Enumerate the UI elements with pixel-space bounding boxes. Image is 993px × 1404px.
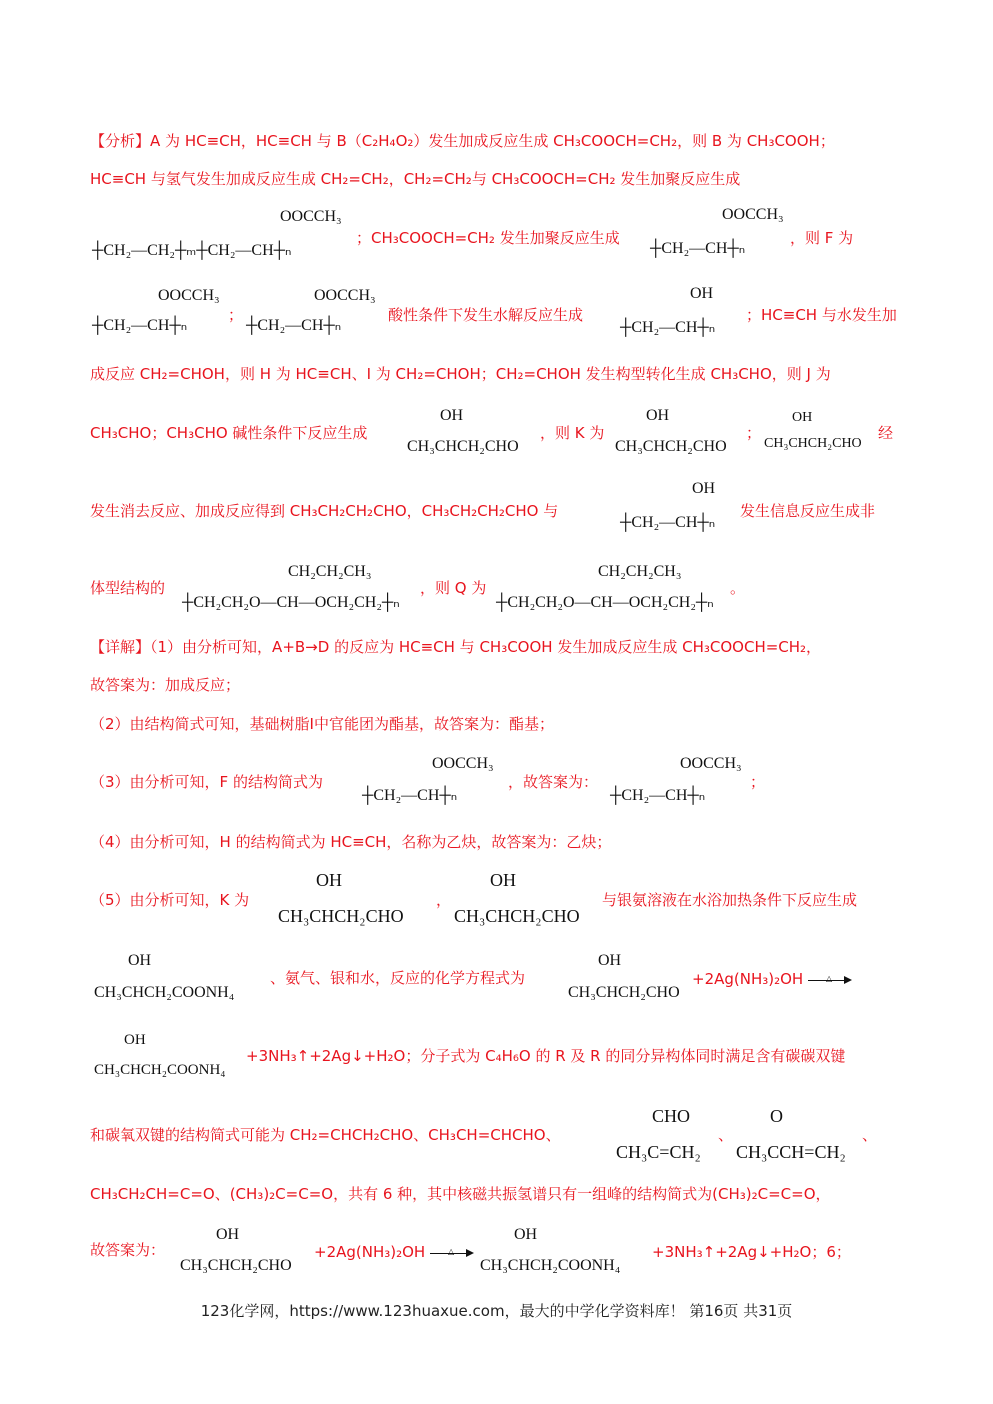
detail-line-9: CH₃CH₂CH=C=O、(CH₃)₂C=C=O，共有 6 种，其中核磁共振氢谱只有一组峰的结构简式为(CH₃)₂C=C=O， — [90, 1185, 831, 1203]
oh-label: OH — [692, 480, 716, 497]
detail-line-4: （4）由分析可知，H 的结构简式为 HC≡CH，名称为乙炔，故答案为：乙炔； — [90, 833, 612, 851]
detail-line-8a: 和碳氧双键的结构简式可能为 CH₂=CHCH₂CHO、CH₃CH=CHCHO、 — [90, 1126, 561, 1144]
detail-line-5b: ， — [436, 891, 452, 909]
analysis-line-1 — [90, 131, 835, 151]
reagent-text: +2Ag(NH₃)₂OH — [314, 1243, 426, 1261]
oh-label: OH — [598, 952, 622, 969]
pva-acetate-formula: ┼CH₂—CH┼ₙ — [650, 240, 746, 257]
pva-formula: ┼CH₂—CH┼ₙ — [620, 319, 716, 336]
oh-label: OH — [490, 870, 516, 890]
mvk-formula: CH₃CCH=CH₂ — [736, 1142, 846, 1162]
k-formula: CH₃CHCH₂CHO — [764, 436, 862, 451]
oh-label: OH — [316, 870, 342, 890]
detail-line-10b — [314, 1242, 474, 1262]
detail-line-10c: +3NH₃↑+2Ag↓+H₂O；6； — [652, 1243, 851, 1261]
oocch3-label: OOCCH₃ — [722, 206, 784, 223]
k-salt-formula: CH₃CHCH₂COONH₄ — [480, 1257, 621, 1274]
k-salt-formula: CH₃CHCH₂COONH₄ — [94, 1062, 226, 1078]
acetal-formula: ┼CH₂CH₂O—CH—OCH₂CH₂┼ₙ — [182, 594, 400, 611]
analysis-line-6b: ，则 K 为 — [540, 424, 605, 442]
oocch3-label: OOCCH₃ — [680, 755, 742, 772]
analysis-line-4b: 酸性条件下发生水解反应生成 — [388, 306, 584, 324]
k-formula: CH₃CHCH₂CHO — [180, 1257, 292, 1274]
analysis-line-7b: 发生信息反应生成非 — [740, 502, 876, 520]
oh-label: OH — [690, 285, 714, 302]
carbonyl-label: O — [770, 1106, 783, 1126]
pva-formula: ┼CH₂—CH┼ₙ — [620, 514, 716, 531]
heat-icon: △ — [448, 1246, 455, 1256]
detail-text: （1）由分析可知，A+B→D 的反应为 HC≡CH 与 CH₃COOH 发生加成反应生成 CH₃COOCH=CH₂， — [150, 638, 822, 656]
detail-line-1b: 故答案为：加成反应； — [90, 676, 241, 694]
k-formula: CH₃CHCH₂CHO — [407, 438, 519, 455]
analysis-line-3a: ；CH₃COOCH=CH₂ 发生加聚反应生成 — [356, 229, 620, 247]
k-formula: CH₃CHCH₂CHO — [278, 906, 404, 926]
analysis-line-4a: ； — [228, 306, 244, 324]
oocch3-label: OOCCH₃ — [314, 287, 376, 304]
heat-icon: △ — [826, 973, 833, 983]
oocch3-label: OOCCH₃ — [432, 755, 494, 772]
detail-line-2: （2）由结构简式可知，基础树脂I中官能团为酯基，故答案为：酯基； — [90, 715, 554, 733]
analysis-line-6c: ； — [746, 424, 762, 442]
detail-line-6a: 、氨气、银和水，反应的化学方程式为 — [270, 969, 526, 987]
k-formula: CH₃CHCH₂CHO — [615, 438, 727, 455]
reagent-text: +2Ag(NH₃)₂OH — [692, 970, 804, 988]
k-salt-formula: CH₃CHCH₂COONH₄ — [94, 984, 235, 1001]
analysis-line-5: 成反应 CH₂=CHOH，则 H 为 HC≡CH、I 为 CH₂=CHOH；CH₂=CHOH 发生构型转化生成 CH₃CHO，则 J 为 — [90, 365, 831, 383]
analysis-text: A 为 HC≡CH，HC≡CH 与 B（C₂H₄O₂）发生加成反应生成 CH₃COOCH=CH₂，则 B 为 CH₃COOH； — [150, 132, 835, 150]
analysis-line-6d: 经 — [878, 424, 894, 442]
detail-tag: 【详解】 — [90, 638, 151, 656]
reaction-arrow-icon — [430, 1248, 474, 1258]
cho-label: CHO — [652, 1106, 691, 1126]
detail-line-3b: ，故答案为： — [508, 773, 599, 791]
pva-acetate-formula: ┼CH₂—CH┼ₙ — [246, 317, 342, 334]
analysis-line-8c: 。 — [730, 579, 746, 597]
propyl-label: CH₂CH₂CH₃ — [288, 563, 372, 580]
oh-label: OH — [216, 1226, 240, 1243]
page-footer: 123化学网，https://www.123huaxue.com，最大的中学化学资料库！ 第16页 共31页 — [200, 1302, 793, 1320]
detail-line-3c: ； — [750, 773, 766, 791]
analysis-line-8a: 体型结构的 — [90, 579, 166, 597]
detail-line-6b — [692, 969, 852, 989]
copolymer-formula: ┼CH₂—CH₂┼ₘ┼CH₂—CH┼ₙ — [92, 242, 292, 259]
k-formula: CH₃CHCH₂CHO — [568, 984, 680, 1001]
acetal-formula: ┼CH₂CH₂O—CH—OCH₂CH₂┼ₙ — [496, 594, 714, 611]
analysis-line-2: HC≡CH 与氢气发生加成反应生成 CH₂=CH₂，CH₂=CH₂与 CH₃COOCH=CH₂ 发生加聚反应生成 — [90, 170, 741, 188]
oh-label: OH — [440, 407, 464, 424]
oh-label: OH — [792, 410, 813, 425]
isobutenal-formula: CH₃C=CH₂ — [616, 1142, 701, 1162]
detail-line-10a: 故答案为： — [90, 1241, 166, 1259]
pva-acetate-formula: ┼CH₂—CH┼ₙ — [92, 317, 188, 334]
detail-line-7a: +3NH₃↑+2Ag↓+H₂O；分子式为 C₄H₆O 的 R 及 R 的同分异构体同时满足含有碳碳双键 — [246, 1047, 846, 1065]
oh-label: OH — [128, 952, 152, 969]
analysis-line-3b: ，则 F 为 — [790, 229, 854, 247]
reaction-arrow-icon — [808, 975, 852, 985]
oh-label: OH — [646, 407, 670, 424]
detail-line-5c: 与银氨溶液在水浴加热条件下反应生成 — [602, 891, 858, 909]
analysis-line-4c: ；HC≡CH 与水发生加 — [746, 306, 897, 324]
oocch3-label: OOCCH₃ — [280, 208, 342, 225]
analysis-line-7a: 发生消去反应、加成反应得到 CH₃CH₂CH₂CHO，CH₃CH₂CH₂CHO 与 — [90, 502, 559, 520]
detail-line-8c: 、 — [862, 1126, 878, 1144]
k-formula: CH₃CHCH₂CHO — [454, 906, 580, 926]
detail-line-1 — [90, 637, 821, 657]
analysis-tag: 【分析】 — [90, 132, 151, 150]
oh-label: OH — [124, 1032, 146, 1048]
pva-acetate-formula: ┼CH₂—CH┼ₙ — [362, 787, 458, 804]
pva-acetate-formula: ┼CH₂—CH┼ₙ — [610, 787, 706, 804]
detail-line-8b: 、 — [718, 1126, 734, 1144]
detail-line-5a: （5）由分析可知，K 为 — [90, 891, 250, 909]
oh-label: OH — [514, 1226, 538, 1243]
analysis-line-6a: CH₃CHO；CH₃CHO 碱性条件下反应生成 — [90, 424, 368, 442]
analysis-line-8b: ，则 Q 为 — [420, 579, 487, 597]
oocch3-label: OOCCH₃ — [158, 287, 220, 304]
detail-line-3a: （3）由分析可知，F 的结构简式为 — [90, 773, 323, 791]
propyl-label: CH₂CH₂CH₃ — [598, 563, 682, 580]
